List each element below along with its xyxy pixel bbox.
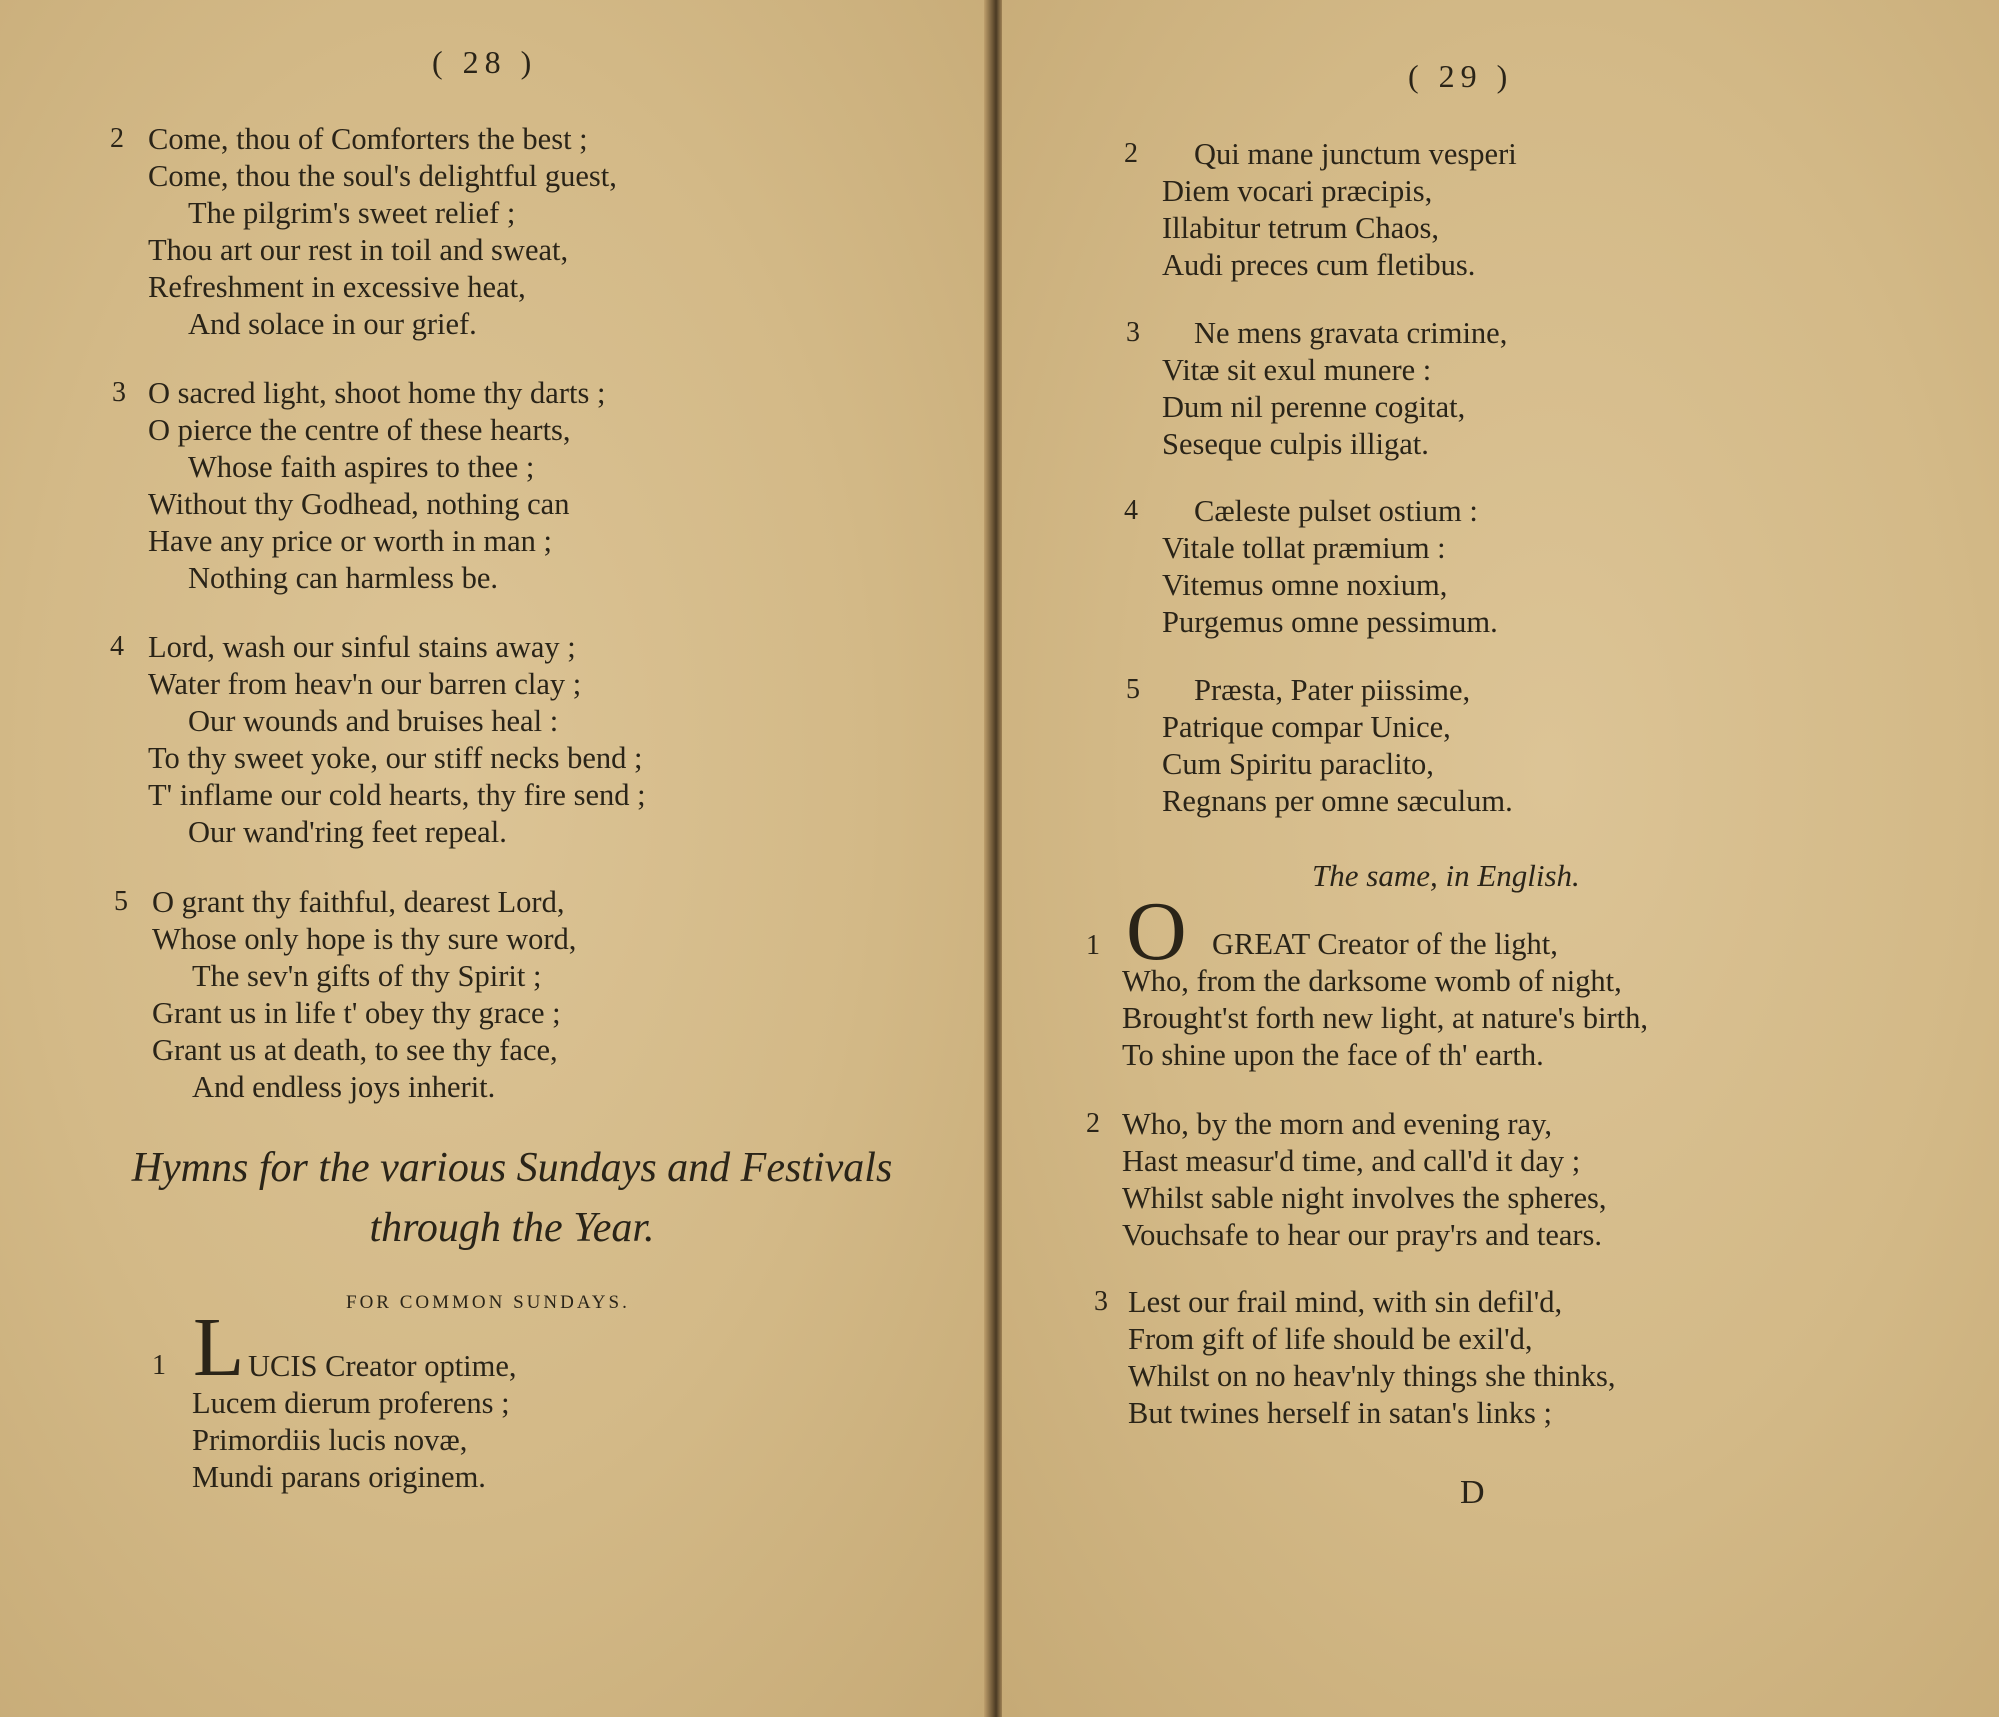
verse-line: And endless joys inherit. [192, 1070, 496, 1104]
verse-line: Dum nil perenne cogitat, [1162, 390, 1466, 424]
verse-number: 5 [1126, 674, 1140, 705]
verse-line: Cæleste pulset ostium : [1194, 494, 1478, 528]
verse-number: 1 [1086, 930, 1100, 961]
drop-cap: L [193, 1301, 245, 1394]
english-verse-2 [1122, 1106, 1607, 1254]
verse-line: Whose only hope is thy sure word, [152, 922, 577, 956]
section-title-continued: through the Year. [369, 1205, 655, 1251]
verse-2 [148, 121, 617, 343]
verse-4 [148, 629, 646, 851]
verse-line: Nothing can harmless be. [188, 561, 499, 595]
verse-line: T' inflame our cold hearts, thy fire send ; [148, 778, 646, 812]
hymn-first-line: UCIS Creator optime, [248, 1349, 517, 1383]
left-page [0, 0, 990, 1717]
verse-line: Whose faith aspires to thee ; [188, 450, 535, 484]
english-verse-3 [1128, 1284, 1616, 1432]
verse-line: And solace in our grief. [188, 307, 477, 341]
verse-line: O sacred light, shoot home thy darts ; [148, 376, 606, 410]
verse-line: Vitale tollat præmium : [1162, 531, 1446, 565]
verse-line: Audi preces cum fletibus. [1162, 248, 1476, 282]
verse-number: 5 [114, 886, 128, 917]
verse-number: 2 [1086, 1108, 1100, 1139]
latin-verse-3 [1162, 315, 1507, 463]
verse-number: 4 [110, 631, 124, 662]
hymn-1-verse [192, 1385, 510, 1496]
verse-line: Qui mane junctum vesperi [1194, 137, 1517, 171]
page-number: ( 28 ) [432, 44, 538, 80]
verse-line: To shine upon the face of th' earth. [1122, 1038, 1544, 1072]
verse-number: 2 [110, 123, 124, 154]
verse-line: To thy sweet yoke, our stiff necks bend ; [148, 741, 643, 775]
verse-3 [148, 375, 605, 597]
english-heading: The same, in English. [1312, 858, 1580, 893]
verse-line: But twines herself in satan's links ; [1128, 1396, 1552, 1430]
drop-cap: O [1126, 885, 1187, 978]
verse-number: 4 [1124, 495, 1138, 526]
verse-line: Seseque culpis illigat. [1162, 427, 1429, 461]
latin-verse-2 [1162, 136, 1517, 284]
verse-line: Without thy Godhead, nothing can [148, 487, 570, 521]
verse-line: From gift of life should be exil'd, [1128, 1322, 1533, 1356]
verse-line: Illabitur tetrum Chaos, [1162, 211, 1439, 245]
verse-line: Whilst sable night involves the spheres, [1122, 1181, 1607, 1215]
page-number: ( 29 ) [1408, 58, 1514, 94]
verse-line: Hast measur'd time, and call'd it day ; [1122, 1144, 1581, 1178]
verse-line: Have any price or worth in man ; [148, 524, 552, 558]
verse-number: 1 [152, 1350, 166, 1381]
verse-line: Our wand'ring feet repeal. [188, 815, 507, 849]
english-verse-1 [1122, 963, 1648, 1074]
section-title: Hymns for the various Sundays and Festivals [131, 1145, 893, 1191]
signature-mark: D [1460, 1474, 1485, 1511]
verse-line: Brought'st forth new light, at nature's birth, [1122, 1001, 1649, 1035]
verse-line: The pilgrim's sweet relief ; [188, 196, 516, 230]
verse-line: Come, thou the soul's delightful guest, [148, 159, 617, 193]
verse-line: Vitemus omne noxium, [1162, 568, 1448, 602]
verse-line: Præsta, Pater piissime, [1194, 673, 1471, 707]
verse-line: Come, thou of Comforters the best ; [148, 122, 588, 156]
verse-line: Grant us in life t' obey thy grace ; [152, 996, 561, 1030]
verse-line: Diem vocari præcipis, [1162, 174, 1433, 208]
english-verse-first-line: GREAT Creator of the light, [1212, 927, 1558, 961]
verse-line: O pierce the centre of these hearts, [148, 413, 571, 447]
verse-line: Purgemus omne pessimum. [1162, 605, 1498, 639]
latin-verse-5 [1162, 672, 1513, 820]
verse-line: Whilst on no heav'nly things she thinks, [1128, 1359, 1616, 1393]
verse-line: Vouchsafe to hear our pray'rs and tears. [1122, 1218, 1603, 1252]
verse-line: Refreshment in excessive heat, [148, 270, 526, 304]
verse-line: Vitæ sit exul munere : [1162, 353, 1432, 387]
verse-line: O grant thy faithful, dearest Lord, [152, 885, 565, 919]
right-page [1002, 0, 1999, 1717]
verse-number: 2 [1124, 138, 1138, 169]
verse-5 [152, 884, 576, 1106]
section-subheading: FOR COMMON SUNDAYS. [346, 1292, 630, 1313]
verse-line: The sev'n gifts of thy Spirit ; [192, 959, 542, 993]
verse-line: Who, from the darksome womb of night, [1122, 964, 1622, 998]
verse-line: Grant us at death, to see thy face, [152, 1033, 558, 1067]
verse-line: Who, by the morn and evening ray, [1122, 1107, 1552, 1141]
verse-line: Patrique compar Unice, [1162, 710, 1451, 744]
verse-number: 3 [1094, 1286, 1108, 1317]
verse-line: Our wounds and bruises heal : [188, 704, 559, 738]
verse-line: Primordiis lucis novæ, [192, 1423, 468, 1457]
verse-number: 3 [1126, 317, 1140, 348]
verse-number: 3 [112, 377, 126, 408]
verse-line: Lest our frail mind, with sin defil'd, [1128, 1285, 1563, 1319]
verse-line: Regnans per omne sæculum. [1162, 784, 1513, 818]
verse-line: Water from heav'n our barren clay ; [148, 667, 582, 701]
verse-line: Ne mens gravata crimine, [1194, 316, 1508, 350]
latin-verse-4 [1162, 493, 1498, 641]
verse-line: Thou art our rest in toil and sweat, [148, 233, 569, 267]
verse-line: Lucem dierum proferens ; [192, 1386, 510, 1420]
verse-line: Mundi parans originem. [192, 1460, 486, 1494]
verse-line: Lord, wash our sinful stains away ; [148, 630, 576, 664]
verse-line: Cum Spiritu paraclito, [1162, 747, 1434, 781]
